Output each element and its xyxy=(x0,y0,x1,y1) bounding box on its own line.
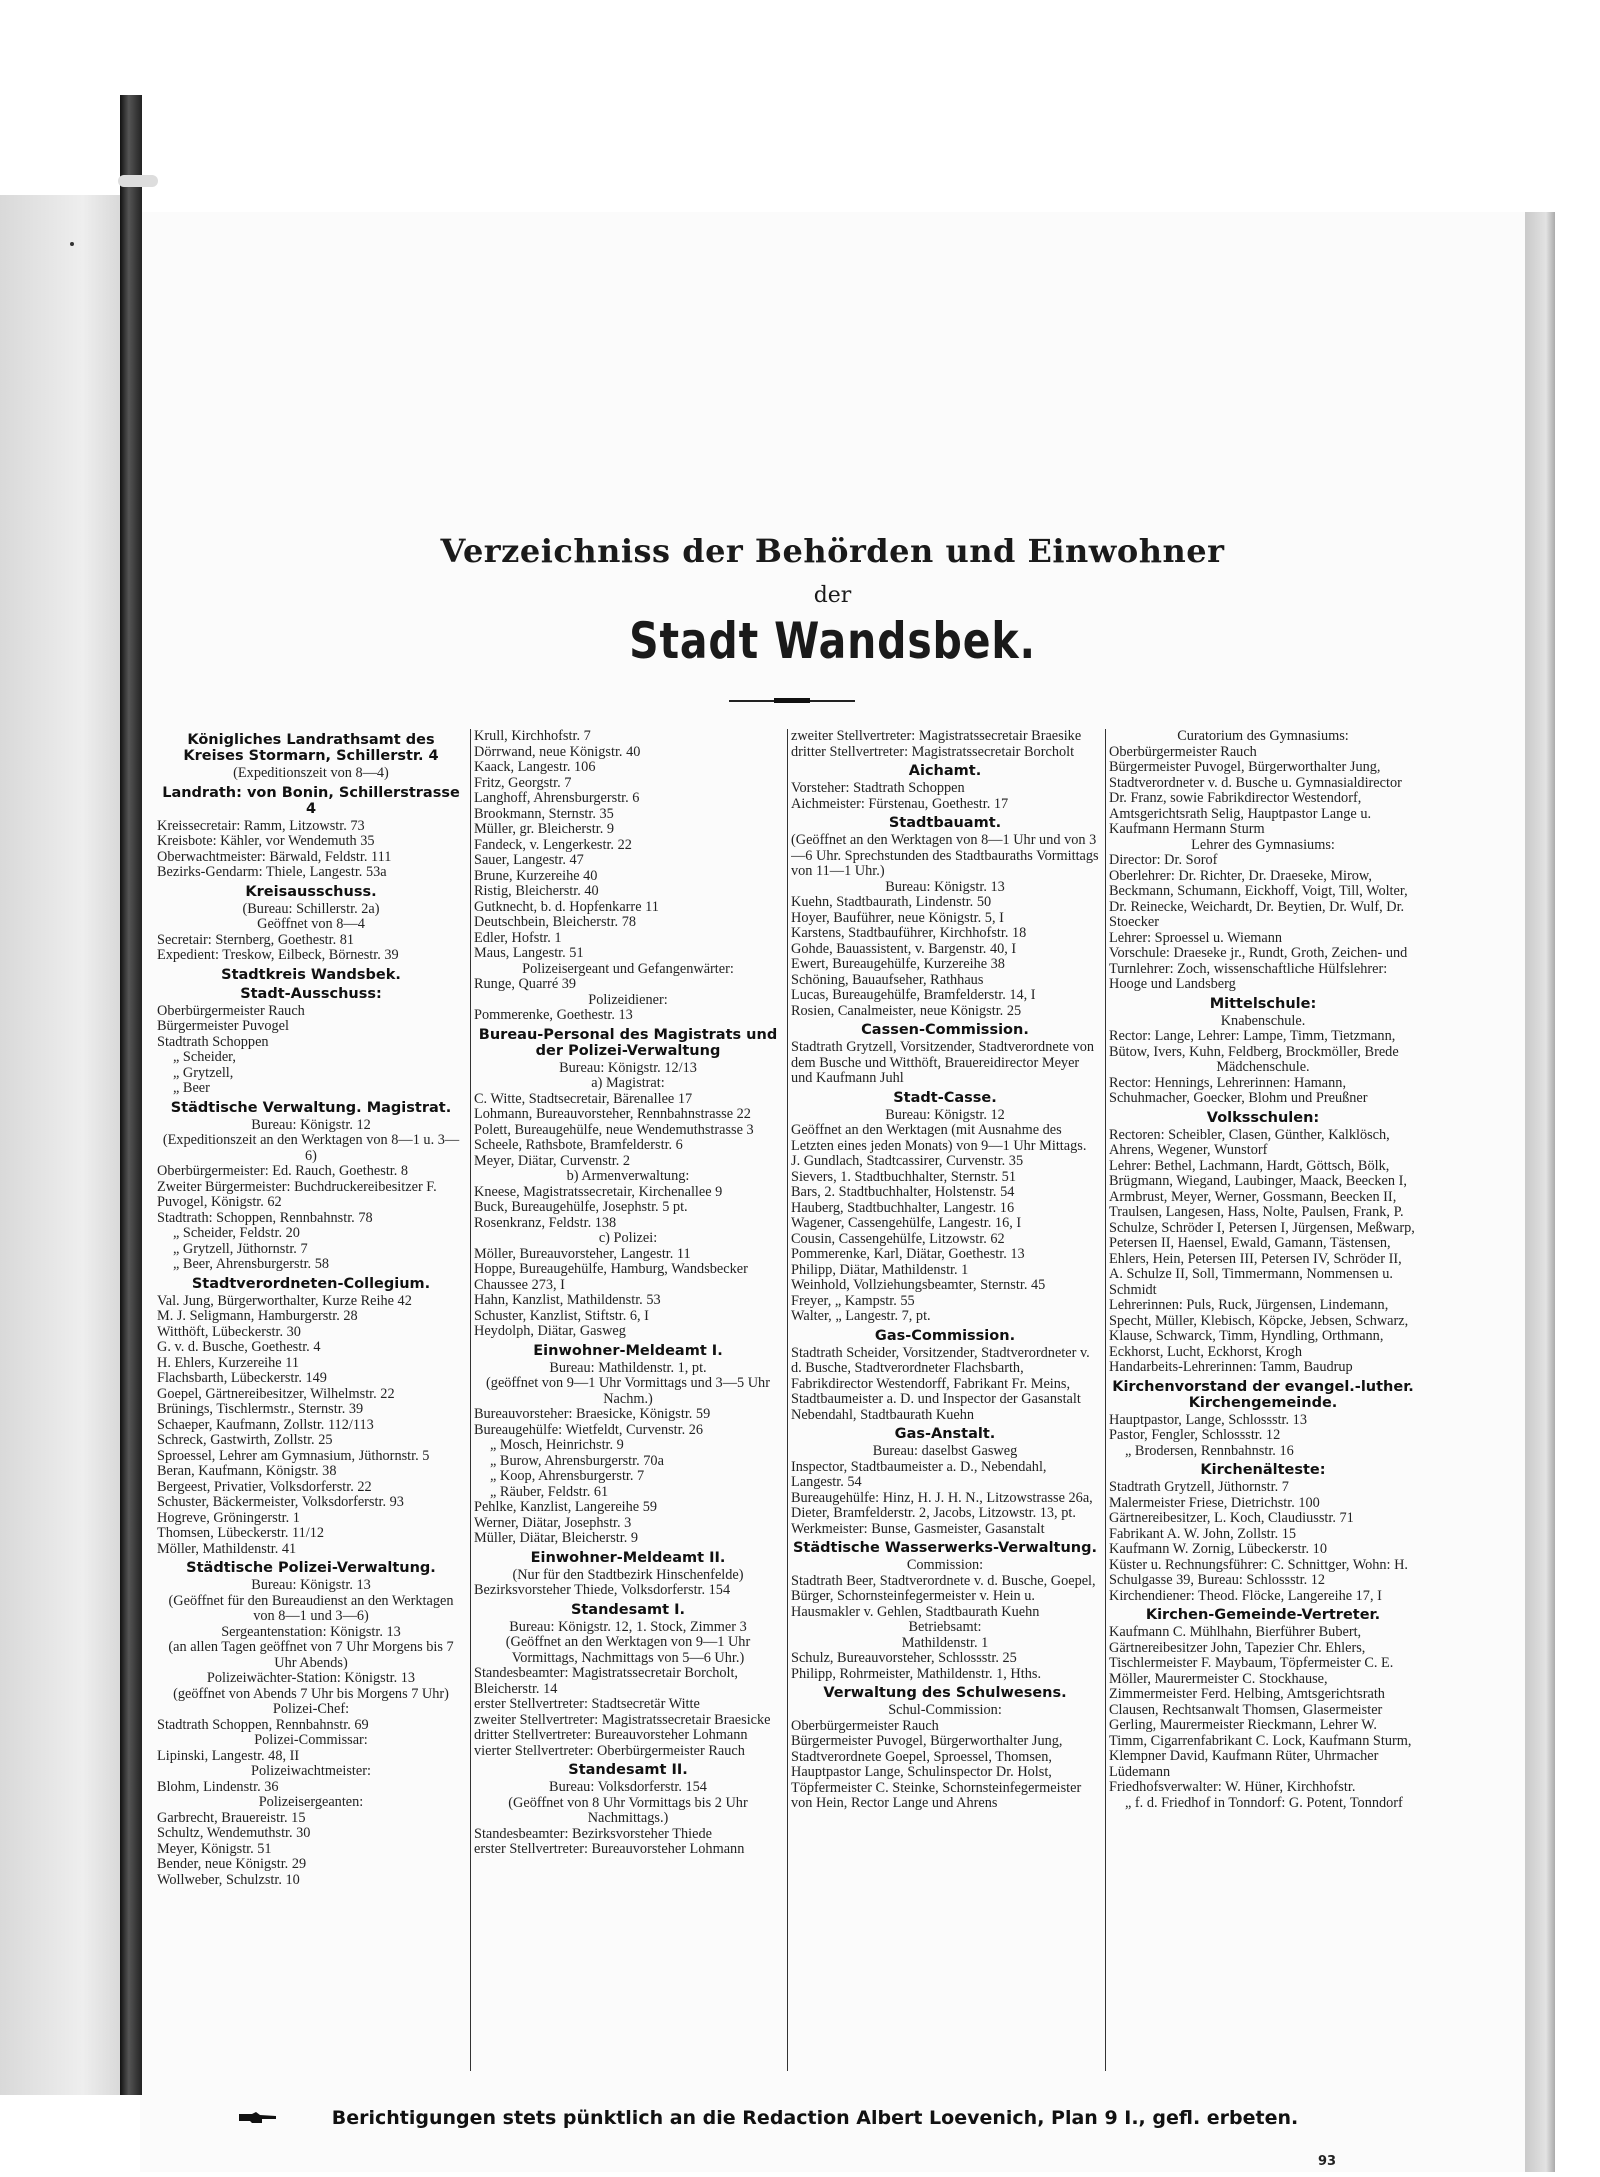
directory-entry: Director: Dr. Sorof xyxy=(1109,852,1218,868)
directory-entry: Stadtrath Schoppen xyxy=(157,1033,269,1050)
directory-entry: Weinhold, Vollziehungsbeamter, Sternstr. 45 xyxy=(791,1277,1046,1293)
directory-entry: Friedhofsverwalter: W. Hüner, Kirchhofstr. xyxy=(1109,1779,1356,1795)
directory-entry: Brune, Kurzereihe 40 xyxy=(474,867,598,884)
directory-entry: Sproessel, Lehrer am Gymnasium, Jüthornstr. 5 xyxy=(157,1447,430,1464)
directory-entry: Fritz, Georgstr. 7 xyxy=(474,774,572,791)
directory-entry: zweiter Stellvertreter: Magistratssecretair Braesike xyxy=(791,729,1082,744)
centered-note: Commission: xyxy=(906,1557,984,1573)
directory-entry: Bürgermeister Puvogel xyxy=(157,1018,289,1034)
directory-entry: „ Burow, Ahrensburgerstr. 70a xyxy=(490,1452,664,1469)
directory-entry: Brookmann, Sternstr. 35 xyxy=(474,805,614,822)
centered-note: Betriebsamt: xyxy=(908,1619,982,1635)
directory-entry: Handarbeits-Lehrerinnen: Tamm, Baudrup xyxy=(1109,1359,1353,1375)
directory-entry: Inspector, Stadtbaumeister a. D., Nebendahl, Langestr. 54 xyxy=(791,1458,1047,1490)
directory-entry: Kuehn, Stadtbaurath, Lindenstr. 50 xyxy=(791,894,992,910)
centered-note: Bureau: Königstr. 13 xyxy=(251,1577,371,1593)
directory-entry: „ Beer, Ahrensburgerstr. 58 xyxy=(173,1256,329,1272)
directory-entry: Gutknecht, b. d. Hopfenkarre 11 xyxy=(474,898,659,915)
section-heading: Stadtbauamt. xyxy=(888,815,1002,831)
directory-entry: Beran, Kaufmann, Königstr. 38 xyxy=(157,1463,337,1479)
directory-entry: Möller, Bureauvorsteher, Langestr. 11 xyxy=(474,1245,691,1262)
section-heading: Einwohner-Meldeamt I. xyxy=(533,1342,723,1359)
directory-entry: Standesbeamter: Bezirksvorsteher Thiede xyxy=(474,1825,712,1842)
directory-entry: Kirchendiener: Theod. Flöcke, Langereihe 17, I xyxy=(1109,1587,1382,1604)
centered-note: Polizeidiener: xyxy=(588,991,668,1008)
directory-entry: Deutschbein, Bleicherstr. 78 xyxy=(474,914,636,930)
directory-entry: Hoppe, Bureaugehülfe, Hamburg, Wandsbecker Chaussee 273, I xyxy=(474,1261,748,1293)
centered-note: Sergeantenstation: Königstr. 13 xyxy=(221,1623,401,1640)
directory-entry: Gärtnereibesitzer, L. Koch, Claudiusstr. 71 xyxy=(1109,1510,1354,1526)
directory-entry: Wollweber, Schulzstr. 10 xyxy=(157,1871,300,1888)
section-heading: Kreisausschuss. xyxy=(245,883,377,900)
directory-entry: Meyer, Diätar, Curvenstr. 2 xyxy=(474,1152,631,1169)
directory-entry: Bürgermeister Puvogel, Bürgerworthalter Jung, Stadtverordnete Goepel, Sproessel, Thomsen, Hauptpastor Lange, Schulinspector Dr. Holst, Töpfermeister C. Steinke, Schornsteinfegermeister von Hein, Rector Lange und Ahrens xyxy=(791,1733,1082,1811)
centered-note: (geöffnet von 9—1 Uhr Vormittags und 3—5 Uhr Nachm.) xyxy=(486,1375,770,1407)
directory-column-1 xyxy=(157,729,465,2089)
directory-entry: „ Beer xyxy=(173,1080,210,1096)
centered-note: Bureau: Volksdorferstr. 154 xyxy=(549,1779,707,1795)
directory-entry: Geöffnet an den Werktagen (mit Ausnahme des Letzten eines jeden Monats) von 9—1 Uhr Mittags. xyxy=(791,1122,1087,1154)
section-heading: Verwaltung des Schulwesens. xyxy=(823,1685,1067,1701)
directory-entry: Maus, Langestr. 51 xyxy=(474,945,584,961)
directory-entry: C. Witte, Stadtsecretair, Bärenallee 17 xyxy=(474,1090,693,1107)
column-divider xyxy=(787,729,788,2071)
directory-entry: (Geöffnet an den Werktagen von 8—1 Uhr und von 3—6 Uhr. Sprechstunden des Stadtbauraths Vormittags von 11—1 Uhr.) xyxy=(791,832,1099,879)
directory-entry: Kreissecretair: Ramm, Litzowstr. 73 xyxy=(157,817,365,834)
directory-entry: Stadtrath Beer, Stadtverordnete v. d. Busche, Goepel, Bürger, Schornsteinfegermeister v. Hein u. Hausmakler v. Gehlen, Stadtbaurath Kuehn xyxy=(791,1572,1096,1620)
directory-entry: Oberbürgermeister Rauch xyxy=(157,1002,305,1019)
centered-note: Curatorium des Gymnasiums: xyxy=(1177,729,1349,744)
directory-entry: Kaufmann W. Zornig, Lübeckerstr. 10 xyxy=(1109,1541,1327,1557)
directory-entry: „ f. d. Friedhof in Tonndorf: G. Potent, Tonndorf xyxy=(1125,1794,1403,1811)
directory-entry: Malermeister Friese, Dietrichstr. 100 xyxy=(1109,1494,1320,1511)
directory-entry: Flachsbarth, Lübeckerstr. 149 xyxy=(157,1370,327,1386)
directory-entry: Heydolph, Diätar, Gasweg xyxy=(474,1323,626,1339)
directory-entry: Hauptpastor, Lange, Schlossstr. 13 xyxy=(1109,1411,1307,1428)
directory-entry: Meyer, Königstr. 51 xyxy=(157,1840,272,1857)
directory-entry: Zweiter Bürgermeister: Buchdruckereibesitzer F. Puvogel, Königstr. 62 xyxy=(157,1178,437,1210)
centered-note: Polizeiwächter-Station: Königstr. 13 xyxy=(206,1670,416,1686)
directory-entry: Lohmann, Bureauvorsteher, Rennbahnstrasse 22 xyxy=(474,1106,751,1122)
directory-entry: Philipp, Diätar, Mathildenstr. 1 xyxy=(791,1261,969,1278)
section-heading: Kirchenälteste: xyxy=(1200,1462,1326,1478)
directory-entry: Bars, 2. Stadtbuchhalter, Holstenstr. 54 xyxy=(791,1184,1015,1200)
page-number: 93 xyxy=(1318,2154,1337,2169)
directory-entry: G. v. d. Busche, Goethestr. 4 xyxy=(157,1339,321,1355)
directory-entry: Stadtrath Schoppen, Rennbahnstr. 69 xyxy=(157,1716,369,1733)
directory-entry: Blohm, Lindenstr. 36 xyxy=(157,1778,279,1795)
centered-note: c) Polizei: xyxy=(598,1230,658,1246)
centered-note: a) Magistrat: xyxy=(591,1075,665,1091)
centered-note: b) Armenverwaltung: xyxy=(566,1168,690,1184)
centered-note: Polizeisergeant und Gefangenwärter: xyxy=(522,960,734,977)
column-divider xyxy=(470,729,471,2071)
centered-note: (Expeditionszeit an den Werktagen von 8—1 u. 3—6) xyxy=(162,1132,460,1164)
directory-entry: „ Grytzell, Jüthornstr. 7 xyxy=(173,1240,308,1257)
directory-entry: Sievers, 1. Stadtbuchhalter, Sternstr. 51 xyxy=(791,1168,1016,1185)
directory-entry: „ Scheider, Feldstr. 20 xyxy=(173,1225,300,1241)
section-heading: Stadtkreis Wandsbek. xyxy=(221,966,401,983)
directory-entry: J. Gundlach, Stadtcassirer, Curvenstr. 35 xyxy=(791,1153,1024,1169)
directory-entry: Lehrer: Sproessel u. Wiemann xyxy=(1109,929,1283,946)
directory-entry: „ Mosch, Heinrichstr. 9 xyxy=(490,1437,624,1453)
centered-note: Bureau: daselbst Gasweg xyxy=(872,1443,1018,1459)
directory-entry: Bureaugehülfe: Wietfeldt, Curvenstr. 26 xyxy=(474,1421,704,1438)
directory-entry: Vorschule: Draeseke jr., Rundt, Groth, Zeichen- und Turnlehrer: Zoch, wissenschaftliche Hülfslehrer: Hooge und Landsberg xyxy=(1109,945,1408,992)
centered-note: (Nur für den Stadtbezirk Hinschenfelde) xyxy=(512,1566,744,1583)
centered-note: Bureau: Königstr. 12 xyxy=(885,1106,1005,1123)
directory-entry: Pommerenke, Karl, Diätar, Goethestr. 13 xyxy=(791,1246,1025,1262)
directory-entry: Freyer, „ Kampstr. 55 xyxy=(791,1292,915,1309)
centered-note: (Bureau: Schillerstr. 2a) xyxy=(242,900,380,917)
directory-entry: Thomsen, Lübeckerstr. 11/12 xyxy=(157,1525,325,1541)
directory-entry: Ewert, Bureaugehülfe, Kurzereihe 38 xyxy=(791,956,1005,972)
directory-entry: Fandeck, v. Lengerkestr. 22 xyxy=(474,836,632,853)
directory-entry: Gohde, Bauassistent, v. Bargenstr. 40, I xyxy=(791,940,1017,957)
centered-note: Polizei-Commissar: xyxy=(254,1732,368,1748)
section-heading: Stadt-Ausschuss: xyxy=(240,985,382,1002)
directory-entry: Lehrer: Bethel, Lachmann, Hardt, Göttsch, Bölk, Brügmann, Wiegand, Laubinger, Maack, Beecken I, Armbrust, Meyer, Werner, Gossmann, Beecken II, Traulsen, Langesen, Hass, Nolte, Paulsen, Frank, P. Schulze, Schröder I, Petersen I, Jürgensen, Meßwarp, Petersen II, Haensel, Ewald, Gamann, Tästensen, Ehlers, Hein, Petersen III, Petersen IV, Schröder II, A. Schulze II, Soll, Timmermann, Nommensen u. Schmidt xyxy=(1109,1157,1415,1298)
directory-entry: Krull, Kirchhofstr. 7 xyxy=(474,729,591,744)
directory-entry: Werner, Diätar, Josephstr. 3 xyxy=(474,1514,632,1531)
directory-entry: Lehrerinnen: Puls, Ruck, Jürgensen, Lindemann, Specht, Müller, Klebisch, Köpcke, Jebsen, Schwarz, Klause, Schwarck, Timm, Hyndling, Orthmann, Eckhorst, Lucht, Eckhorst, Krogh xyxy=(1109,1297,1409,1360)
book-spine xyxy=(120,95,142,2095)
section-heading: Einwohner-Meldeamt II. xyxy=(530,1549,726,1566)
directory-entry: Bezirksvorsteher Thiede, Volksdorferstr. 154 xyxy=(474,1582,731,1598)
right-page-edge xyxy=(1525,212,1555,2172)
directory-column-2 xyxy=(474,729,782,2089)
directory-entry: Werkmeister: Bunse, Gasmeister, Gasanstalt xyxy=(791,1520,1045,1537)
directory-entry: Rector: Hennings, Lehrerinnen: Hamann, Schuhmacher, Goecker, Blohm und Preußner xyxy=(1109,1074,1368,1106)
directory-entry: Oberbürgermeister Rauch xyxy=(1109,743,1257,760)
directory-entry: dritter Stellvertreter: Magistratssecretair Borcholt xyxy=(791,743,1075,760)
directory-entry: Aichmeister: Fürstenau, Goethestr. 17 xyxy=(791,795,1009,812)
directory-entry: Möller, Mathildenstr. 41 xyxy=(157,1540,297,1557)
centered-note: Bureau: Königstr. 12 xyxy=(251,1116,371,1133)
section-heading: Standesamt II. xyxy=(568,1762,688,1778)
directory-entry: Pehlke, Kanzlist, Langereihe 59 xyxy=(474,1499,658,1515)
directory-entry: Stadtrath Grytzell, Jüthornstr. 7 xyxy=(1109,1479,1289,1495)
directory-entry: Oberwachtmeister: Bärwald, Feldstr. 111 xyxy=(157,848,392,865)
directory-entry: Cousin, Cassengehülfe, Litzowstr. 62 xyxy=(791,1230,1005,1247)
section-heading: Königliches Landrathsamt des Kreises Stormarn, Schillerstr. 4 xyxy=(183,732,439,764)
section-heading: Standesamt I. xyxy=(570,1601,686,1618)
directory-entry: Lucas, Bureaugehülfe, Bramfelderstr. 14, I xyxy=(791,987,1036,1003)
section-heading: Städtische Wasserwerks-Verwaltung. xyxy=(792,1540,1098,1556)
directory-entry: Expedient: Treskow, Eilbeck, Börnestr. 39 xyxy=(157,947,399,963)
directory-entry: Bergeest, Privatier, Volksdorferstr. 22 xyxy=(157,1478,372,1495)
section-heading: Aichamt. xyxy=(908,763,982,779)
directory-entry: Dörrwand, neue Königstr. 40 xyxy=(474,743,641,760)
section-heading: Volksschulen: xyxy=(1206,1109,1320,1126)
page-title: Verzeichniss der Behörden und Einwohner xyxy=(440,532,1225,570)
directory-entry: Hahn, Kanzlist, Mathildenstr. 53 xyxy=(474,1292,661,1308)
centered-note: (Expeditionszeit von 8—4) xyxy=(233,765,389,781)
section-heading: Kirchen-Gemeinde-Vertreter. xyxy=(1145,1607,1381,1623)
section-heading: Gas-Anstalt. xyxy=(894,1426,996,1442)
centered-note: Bureau: Mathildenstr. 1, pt. xyxy=(549,1359,707,1376)
directory-entry: Oberlehrer: Dr. Richter, Dr. Draeseke, Mirow, Beckmann, Schumann, Eickhoff, Voigt, Till, Wolter, Dr. Reinecke, Weichardt, Dr. Beytien, Dr. Wulf, Dr. Stoecker xyxy=(1109,867,1408,930)
directory-entry: vierter Stellvertreter: Oberbürgermeister Rauch xyxy=(474,1742,745,1759)
directory-entry: Küster u. Rechnungsführer: C. Schnittger, Wohn: H. Schulgasse 39, Bureau: Schlossstr. 12 xyxy=(1109,1556,1408,1588)
left-page-edge xyxy=(0,195,138,2095)
centered-note: Mathildenstr. 1 xyxy=(901,1634,989,1651)
city-title: Stadt Wandsbek. xyxy=(629,612,1036,670)
section-heading: Cassen-Commission. xyxy=(861,1022,1029,1038)
directory-entry: Sauer, Langestr. 47 xyxy=(474,852,584,868)
centered-note: Bureau: Königstr. 13 xyxy=(885,878,1005,895)
directory-entry: Walter, „ Langestr. 7, pt. xyxy=(791,1308,931,1324)
directory-entry: Runge, Quarré 39 xyxy=(474,976,577,992)
section-heading: Gas-Commission. xyxy=(874,1327,1016,1344)
directory-entry: dritter Stellvertreter: Bureauvorsteher Lohmann xyxy=(474,1727,748,1743)
centered-note: (an allen Tagen geöffnet von 7 Uhr Morgens bis 7 Uhr Abends) xyxy=(168,1639,454,1671)
title-connector: der xyxy=(813,583,852,608)
directory-entry: Schultz, Wendemuthstr. 30 xyxy=(157,1825,311,1841)
directory-entry: Schulz, Bureauvorsteher, Schlossstr. 25 xyxy=(791,1650,1017,1666)
directory-entry: „ Brodersen, Rennbahnstr. 16 xyxy=(1125,1442,1294,1459)
directory-entry: H. Ehlers, Kurzereihe 11 xyxy=(157,1354,299,1371)
directory-column-3 xyxy=(791,729,1099,2089)
directory-entry: Wagener, Cassengehülfe, Langestr. 16, I xyxy=(791,1215,1022,1231)
footer-note: Berichtigungen stets pünktlich an die Redaction Albert Loevenich, Plan 9 I., gefl. erbeten. xyxy=(331,2107,1299,2129)
directory-entry: Rosenkranz, Feldstr. 138 xyxy=(474,1214,617,1231)
title-divider xyxy=(729,700,855,702)
directory-entry: Polett, Bureaugehülfe, neue Wendemuthstrasse 3 xyxy=(474,1121,754,1138)
directory-entry: Bezirks-Gendarm: Thiele, Langestr. 53a xyxy=(157,864,387,880)
directory-entry: Schuster, Kanzlist, Stiftstr. 6, I xyxy=(474,1307,649,1324)
directory-entry: Vorsteher: Stadtrath Schoppen xyxy=(791,780,965,796)
directory-entry: „ Scheider, xyxy=(173,1049,236,1065)
section-heading: Städtische Polizei-Verwaltung. xyxy=(186,1560,436,1576)
directory-entry: Rosien, Canalmeister, neue Königstr. 25 xyxy=(791,1002,1022,1019)
directory-entry: Stadtrath Grytzell, Vorsitzender, Stadtverordnete von dem Busche und Witthöft, Brauereidirector Meyer und Kaufmann Juhl xyxy=(791,1039,1095,1086)
directory-entry: Val. Jung, Bürgerworthalter, Kurze Reihe 42 xyxy=(157,1292,412,1309)
section-heading: Landrath: von Bonin, Schillerstrasse 4 xyxy=(162,784,460,817)
directory-entry: Pommerenke, Goethestr. 13 xyxy=(474,1007,633,1023)
directory-entry: Hogreve, Gröningerstr. 1 xyxy=(157,1509,300,1526)
column-divider xyxy=(1105,729,1106,2071)
directory-entry: Kreisbote: Kähler, vor Wendemuth 35 xyxy=(157,833,375,849)
directory-column-4 xyxy=(1109,729,1417,2089)
section-heading: Bureau-Personal des Magistrats und der Polizei-Verwaltung xyxy=(478,1026,778,1059)
directory-entry: zweiter Stellvertreter: Magistratssecretair Braesicke xyxy=(474,1711,771,1728)
directory-entry: erster Stellvertreter: Stadtsecretär Witte xyxy=(474,1696,700,1712)
centered-note: Lehrer des Gymnasiums: xyxy=(1191,836,1335,853)
directory-entry: Bureaugehülfe: Hinz, H. J. H. N., Litzowstrasse 26a, Dieter, Bramfelderstr. 2, Jacobs, Litzowstr. 13, pt. xyxy=(791,1489,1093,1521)
section-heading: Stadt-Casse. xyxy=(893,1089,997,1106)
directory-entry: Bureauvorsteher: Braesicke, Königstr. 59 xyxy=(474,1406,711,1422)
directory-entry: Witthöft, Lübeckerstr. 30 xyxy=(157,1323,301,1340)
binding-thread xyxy=(118,175,158,187)
directory-entry: Bender, neue Königstr. 29 xyxy=(157,1856,307,1872)
directory-entry: M. J. Seligmann, Hamburgerstr. 28 xyxy=(157,1308,358,1324)
directory-entry: Ristig, Bleicherstr. 40 xyxy=(474,883,599,899)
directory-entry: „ Grytzell, xyxy=(173,1064,234,1081)
centered-note: (Geöffnet von 8 Uhr Vormittags bis 2 Uhr Nachmittags.) xyxy=(508,1794,748,1826)
directory-entry: Oberbürgermeister: Ed. Rauch, Goethestr. 8 xyxy=(157,1163,409,1179)
centered-note: Schul-Commission: xyxy=(888,1702,1002,1718)
centered-note: Bureau: Königstr. 12/13 xyxy=(559,1059,697,1076)
directory-entry: Brünings, Tischlermstr., Sternstr. 39 xyxy=(157,1401,364,1417)
section-heading: Kirchenvorstand der evangel.-luther. Kirchengemeinde. xyxy=(1112,1378,1414,1411)
centered-note: (geöffnet von Abends 7 Uhr bis Morgens 7 Uhr) xyxy=(173,1685,449,1702)
directory-entry: erster Stellvertreter: Bureauvorsteher Lohmann xyxy=(474,1841,745,1857)
directory-entry: Langhoff, Ahrensburgerstr. 6 xyxy=(474,790,640,806)
section-heading: Mittelschule: xyxy=(1209,995,1317,1012)
directory-entry: Lipinski, Langestr. 48, II xyxy=(157,1747,300,1764)
directory-entry: Buck, Bureaugehülfe, Josephstr. 5 pt. xyxy=(474,1199,688,1215)
directory-entry: Garbrecht, Brauereistr. 15 xyxy=(157,1809,306,1826)
directory-entry: Schreck, Gastwirth, Zollstr. 25 xyxy=(157,1432,333,1448)
directory-entry: Rector: Lange, Lehrer: Lampe, Timm, Tietzmann, Bütow, Ivers, Kuhn, Feldberg, Brockmöller, Brede xyxy=(1109,1028,1399,1060)
centered-note: Bureau: Königstr. 12, 1. Stock, Zimmer 3 xyxy=(509,1618,747,1635)
directory-entry: Stadtrath Scheider, Vorsitzender, Stadtverordneter v. d. Busche, Stadtverordneter Flachsbarth, Fabrikdirector Westendorff, Fabrikant Fr. Meins, Stadtbaumeister a. D. und Inspector der Gasanstalt Nebendahl, Stadtbaurath Kuehn xyxy=(791,1344,1090,1423)
directory-entry: Oberbürgermeister Rauch xyxy=(791,1717,939,1734)
directory-entry: Hauberg, Stadtbuchhalter, Langestr. 16 xyxy=(791,1199,1015,1216)
directory-entry: Stadtrath: Schoppen, Rennbahnstr. 78 xyxy=(157,1209,373,1226)
directory-entry: „ Räuber, Feldstr. 61 xyxy=(490,1483,609,1500)
section-heading: Städtische Verwaltung. Magistrat. xyxy=(170,1099,452,1116)
directory-entry: Goepel, Gärtnereibesitzer, Wilhelmstr. 22 xyxy=(157,1385,395,1402)
directory-entry: Schuster, Bäckermeister, Volksdorferstr. 93 xyxy=(157,1494,404,1510)
directory-entry: Philipp, Rohrmeister, Mathildenstr. 1, Hths. xyxy=(791,1665,1042,1682)
directory-entry: Hoyer, Bauführer, neue Königstr. 5, I xyxy=(791,909,1004,926)
directory-entry: Standesbeamter: Magistratssecretair Borcholt, Bleicherstr. 14 xyxy=(474,1665,739,1697)
directory-entry: Schöning, Bauaufseher, Rathhaus xyxy=(791,971,984,988)
centered-note: Mädchenschule. xyxy=(1216,1059,1310,1075)
directory-entry: Secretair: Sternberg, Goethestr. 81 xyxy=(157,931,355,948)
centered-note: Geöffnet von 8—4 xyxy=(257,916,365,932)
directory-entry: Kneese, Magistratssecretair, Kirchenallee 9 xyxy=(474,1183,723,1200)
directory-entry: Rectoren: Scheibler, Clasen, Günther, Kalklösch, Ahrens, Wegener, Wunstorf xyxy=(1109,1126,1390,1158)
centered-note: Polizei-Chef: xyxy=(272,1701,350,1717)
centered-note: (Geöffnet für den Bureaudienst an den Werktagen von 8—1 und 3—6) xyxy=(168,1592,454,1624)
paper-mark xyxy=(70,242,74,246)
directory-entry: „ Koop, Ahrensburgerstr. 7 xyxy=(490,1468,645,1484)
section-heading: Stadtverordneten-Collegium. xyxy=(191,1275,431,1292)
centered-note: Knabenschule. xyxy=(1220,1012,1306,1029)
directory-entry: Bürgermeister Puvogel, Bürgerworthalter Jung, Stadtverordneter v. d. Busche u. Gymnasialdirector Dr. Franz, sowie Fabrikdirector Westendorf, Amtsgerichtsrath Selig, Hauptpastor Lange u. Kaufmann Hermann Sturm xyxy=(1109,759,1402,837)
directory-entry: Müller, gr. Bleicherstr. 9 xyxy=(474,821,614,837)
directory-entry: Pastor, Fengler, Schlossstr. 12 xyxy=(1109,1427,1281,1443)
directory-entry: Fabrikant A. W. John, Zollstr. 15 xyxy=(1109,1525,1297,1542)
centered-note: Polizeisergeanten: xyxy=(258,1794,364,1810)
directory-entry: Scheele, Rathsbote, Bramfelderstr. 6 xyxy=(474,1137,683,1153)
directory-entry: Karstens, Stadtbauführer, Kirchhofstr. 18 xyxy=(791,925,1027,941)
directory-entry: Edler, Hofstr. 1 xyxy=(474,929,562,946)
centered-note: (Geöffnet an den Werktagen von 9—1 Uhr Vormittags, Nachmittags von 5—6 Uhr.) xyxy=(505,1634,751,1666)
directory-entry: Schaeper, Kaufmann, Zollstr. 112/113 xyxy=(157,1416,374,1433)
centered-note: Polizeiwachtmeister: xyxy=(251,1763,371,1779)
directory-entry: Kaufmann C. Mühlhahn, Bierführer Bubert, Gärtnereibesitzer John, Tapezier Chr. Ehlers, Tischlermeister F. Maybaum, Töpfermeister C. E. Möller, Maurermeister C. Stockhause, Zimmermeister Ferd. Helbing, Amtsgerichtsrath Clausen, Rechtsanwalt Thomsen, Glasermeister Gerling, Maurermeister Rieckmann, Lehrer W. Timm, Cigarrenfabrikant C. Lock, Kaufmann Sturm, Klempner David, Kaufmann Rüter, Uhrmacher Lüdemann xyxy=(1109,1624,1412,1780)
directory-entry: Müller, Diätar, Bleicherstr. 9 xyxy=(474,1530,639,1546)
directory-entry: Kaack, Langestr. 106 xyxy=(474,759,596,775)
